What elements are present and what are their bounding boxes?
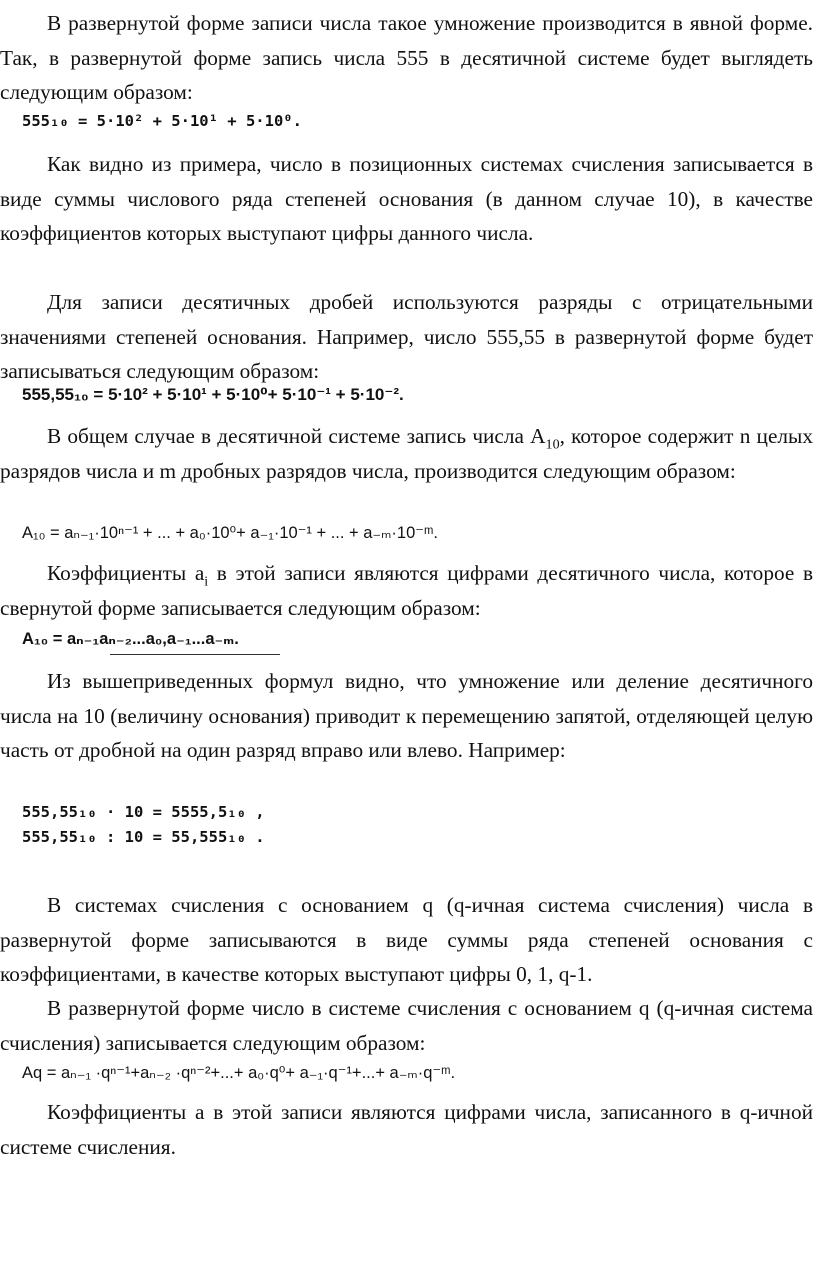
formula-555-expanded: 555₁₀ = 5·10² + 5·10¹ + 5·10⁰. — [22, 112, 302, 130]
paragraph-base-q-systems: В системах счисления с основанием q (q-ичная система счисления) числа в развернутой форме записываются в виде суммы ряда степеней основания с коэффициентами, в качестве которых выступают цифры 0, 1, q-1. — [0, 893, 813, 987]
paragraph-positional-sum: Как видно из примера, число в позиционных системах счисления записывается в виде суммы числового ряда степеней основания (в данном случае 10), в качестве коэффициентов которых выступают цифры данного числа. — [0, 152, 813, 246]
paragraph-general-case — [0, 419, 813, 488]
formula-multiply-by-10: 555,55₁₀ · 10 = 5555,5₁₀ , — [22, 803, 265, 821]
formula-general-base-q: Aq = aₙ₋₁ ·qⁿ⁻¹+aₙ₋₂ ·qⁿ⁻²+...+ a₀·q⁰+ a₋₁·q⁻¹+...+ a₋ₘ·q⁻ᵐ. — [22, 1064, 456, 1082]
paragraph-expanded-form-intro: В развернутой форме записи числа такое умножение производится в явной форме. Так, в развернутой форме запись числа 555 в десятичной системе будет выглядеть следующим образом: — [0, 11, 813, 105]
paragraph-coefficients-start: Коэффициенты a — [47, 561, 205, 585]
paragraph-general-case-end: , которое содержит n целых разрядов числа и m дробных разрядов числа, производится следующим образом: — [0, 424, 813, 483]
paragraph-comma-shift: Из вышеприведенных формул видно, что умножение или деление десятичного числа на 10 (величину основания) приводит к перемещению запятой, отделяющей целую часть от дробной на один разряд вправо или влево. Например: — [0, 669, 813, 763]
paragraph-base-q-expanded: В развернутой форме число в системе счисления с основанием q (q-ичная система счисления) записывается следующим образом: — [0, 996, 813, 1055]
formula-555-55-expanded: 555,55₁₀ = 5·10² + 5·10¹ + 5·10⁰+ 5·10⁻¹ + 5·10⁻². — [22, 385, 404, 404]
paragraph-coefficients — [0, 556, 813, 625]
paragraph-coefficients-end: в этой записи являются цифрами десятичного числа, которое в свернутой форме записывается следующим образом: — [0, 561, 813, 620]
formula-general-decimal: A₁₀ = aₙ₋₁·10ⁿ⁻¹ + ... + a₀·10⁰+ a₋₁·10⁻¹ + ... + a₋ₘ·10⁻ᵐ. — [22, 524, 439, 542]
formula-underline — [110, 654, 280, 655]
formula-collapsed-form: A₁₀ = aₙ₋₁aₙ₋₂...a₀,a₋₁...a₋ₘ. — [22, 630, 239, 648]
formula-divide-by-10: 555,55₁₀ : 10 = 55,555₁₀ . — [22, 828, 265, 846]
paragraph-base-q-coefficients: Коэффициенты a в этой записи являются цифрами числа, записанного в q-ичной системе счисления. — [0, 1100, 813, 1159]
index-subscript: i — [204, 573, 209, 590]
base-subscript: 10 — [545, 436, 560, 453]
paragraph-decimal-fractions: Для записи десятичных дробей используются разряды с отрицательными значениями степеней основания. Например, число 555,55 в развернутой форме будет записываться следующим образом: — [0, 290, 813, 384]
paragraph-general-case-start: В общем случае в десятичной системе запись числа A — [47, 424, 546, 448]
